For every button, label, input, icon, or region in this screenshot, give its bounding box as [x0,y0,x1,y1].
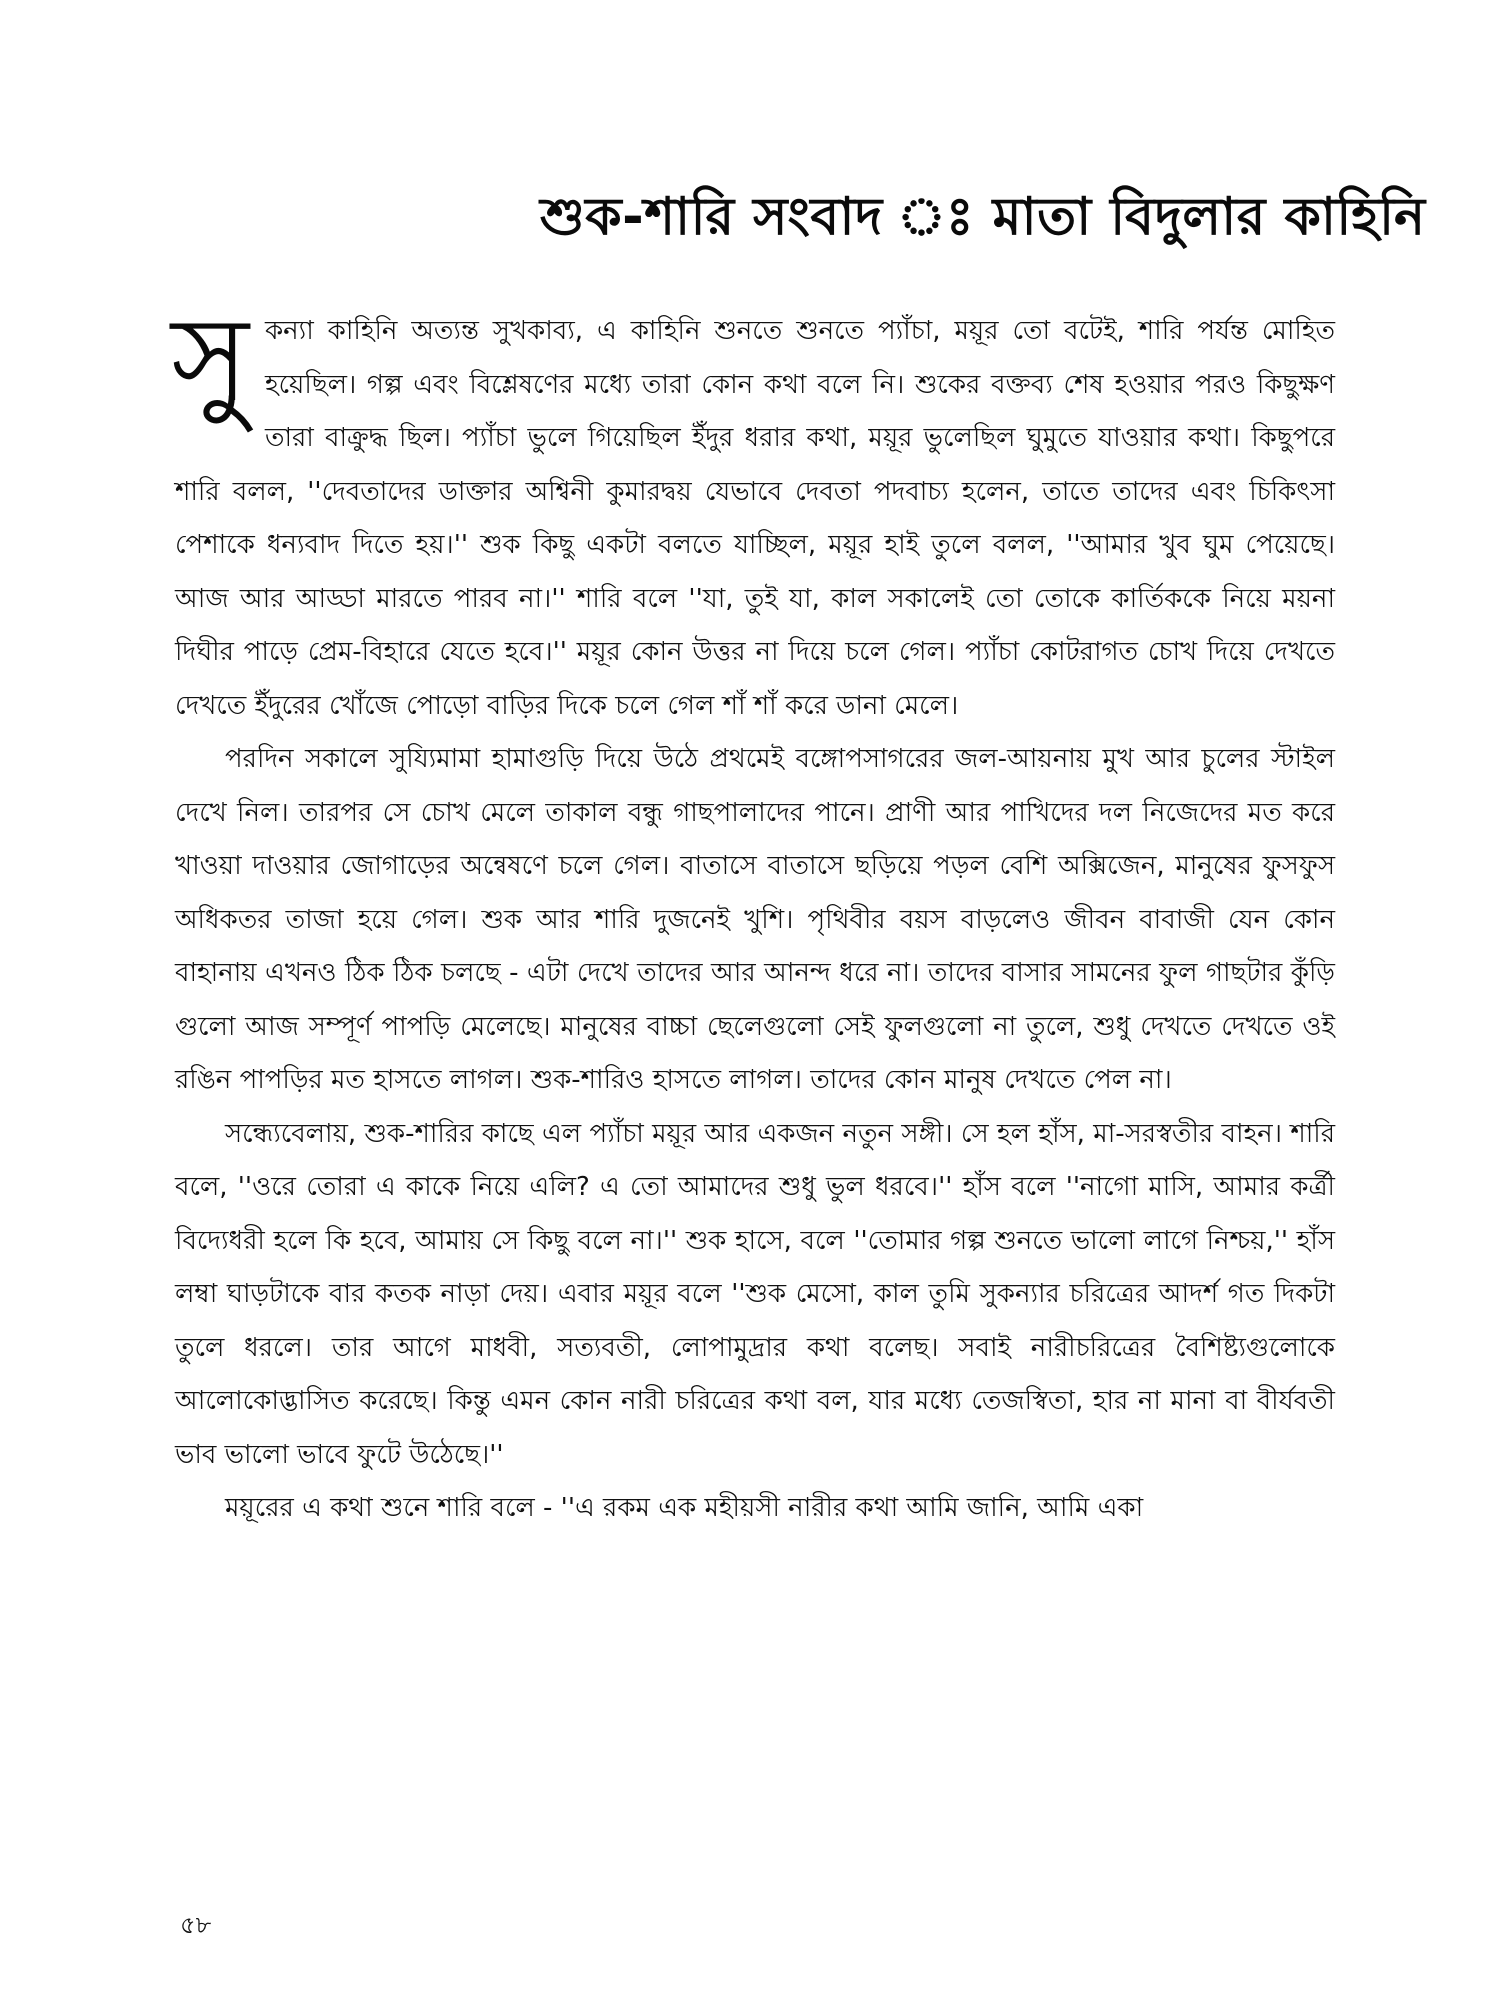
paragraph-3: সন্ধ্যেবেলায়, শুক-শারির কাছে এল প্যাঁচা ময়ূর আর একজন নতুন সঙ্গী। সে হল হাঁস, মা-সরস্বতীর বাহন। শারি বলে, ''ওরে তোরা এ কাকে নিয়ে এলি? এ তো আমাদের শুধু ভুল ধরবে।'' হাঁস বলে ''নাগো মাসি, আমার কর্ত্রী বিদ্যেধরী হলে কি হবে, আমায় সে কিছু বলে না।'' শুক হাসে, বলে ''তোমার গল্প শুনতে ভালো লাগে নিশ্চয়,'' হাঁস লম্বা ঘাড়টাকে বার কতক নাড়া দেয়। এবার ময়ূর বলে ''শুক মেসো, কাল তুমি সুকন্যার চরিত্রের আদর্শ গত দিকটা তুলে ধরলে। তার আগে মাধবী, সত্যবতী, লোপামুদ্রার কথা বলেছ। সবাই নারীচরিত্রের বৈশিষ্ট্যগুলোকে আলোকোদ্ভাসিত করেছে। কিন্তু এমন কোন নারী চরিত্রের কথা বল, যার মধ্যে তেজস্বিতা, হার না মানা বা বীর্যবতী ভাব ভালো ভাবে ফুটে উঠেছে।'' [175,1118,1335,1470]
body-text [171,290,1335,1536]
page-number: ৫৮ [180,1911,212,1939]
paragraph-2: পরদিন সকালে সুয্যিমামা হামাগুড়ি দিয়ে উঠে প্রথমেই বঙ্গোপসাগরের জল-আয়নায় মুখ আর চুলের স্টাইল দেখে নিল। তারপর সে চোখ মেলে তাকাল বন্ধু গাছপালাদের পানে। প্রাণী আর পাখিদের দল নিজেদের মত করে খাওয়া দাওয়ার জোগাড়ের অন্বেষণে চলে গেল। বাতাসে বাতাসে ছড়িয়ে পড়ল বেশি অক্সিজেন, মানুষের ফুসফুস অধিকতর তাজা হয়ে গেল। শুক আর শারি দুজনেই খুশি। পৃথিবীর বয়স বাড়লেও জীবন বাবাজী যেন কোন বাহানায় এখনও ঠিক ঠিক চলছে - এটা দেখে তাদের আর আনন্দ ধরে না। তাদের বাসার সামনের ফুল গাছটার কুঁড়ি গুলো আজ সম্পূর্ণ পাপড়ি মেলেছে। মানুষের বাচ্চা ছেলেগুলো সেই ফুলগুলো না তুলে, শুধু দেখতে দেখতে ওই রঙিন পাপড়ির মত হাসতে লাগল। শুক-শারিও হাসতে লাগল। তাদের কোন মানুষ দেখতে পেল না। [175,744,1335,1095]
paragraph-4: ময়ূরের এ কথা শুনে শারি বলে - ''এ রকম এক মহীয়সী নারীর কথা আমি জানি, আমি একা [225,1493,1144,1523]
chapter-title: শুক-শারি সংবাদ ঃ মাতা বিদুলার কাহিনি [540,186,1426,247]
paragraph-1 [171,290,1335,733]
paragraph-1-text: কন্যা কাহিনি অত্যন্ত সুখকাব্য, এ কাহিনি শুনতে শুনতে প্যাঁচা, ময়ূর তো বটেই, শারি পর্যন্ত মোহিত হয়েছিল। গল্প এবং বিশ্লেষণের মধ্যে তারা কোন কথা বলে নি। শুকের বক্তব্য শেষ হওয়ার পরও কিছুক্ষণ তারা বাক্রুদ্ধ ছিল। প্যাঁচা ভুলে গিয়েছিল ইঁদুর ধরার কথা, ময়ূর ভুলেছিল ঘুমুতে যাওয়ার কথা। কিছুপরে শারি বলল, ''দেবতাদের ডাক্তার অশ্বিনী কুমারদ্বয় যেভাবে দেবতা পদবাচ্য হলেন, তাতে তাদের এবং চিকিৎসা পেশাকে ধন্যবাদ দিতে হয়।'' শুক কিছু একটা বলতে যাচ্ছিল, ময়ূর হাই তুলে বলল, ''আমার খুব ঘুম পেয়েছে। আজ আর আড্ডা মারতে পারব না।'' শারি বলে ''যা, তুই যা, কাল সকালেই তো তোকে কার্তিককে নিয়ে ময়না দিঘীর পাড়ে প্রেম-বিহারে যেতে হবে।'' ময়ূর কোন উত্তর না দিয়ে চলে গেল। প্যাঁচা কোটরাগত চোখ দিয়ে দেখতে দেখতে ইঁদুরের খোঁজে পোড়ো বাড়ির দিকে চলে গেল শাঁ শাঁ করে ডানা মেলে। [175,316,1335,721]
drop-cap: সু [171,290,249,428]
